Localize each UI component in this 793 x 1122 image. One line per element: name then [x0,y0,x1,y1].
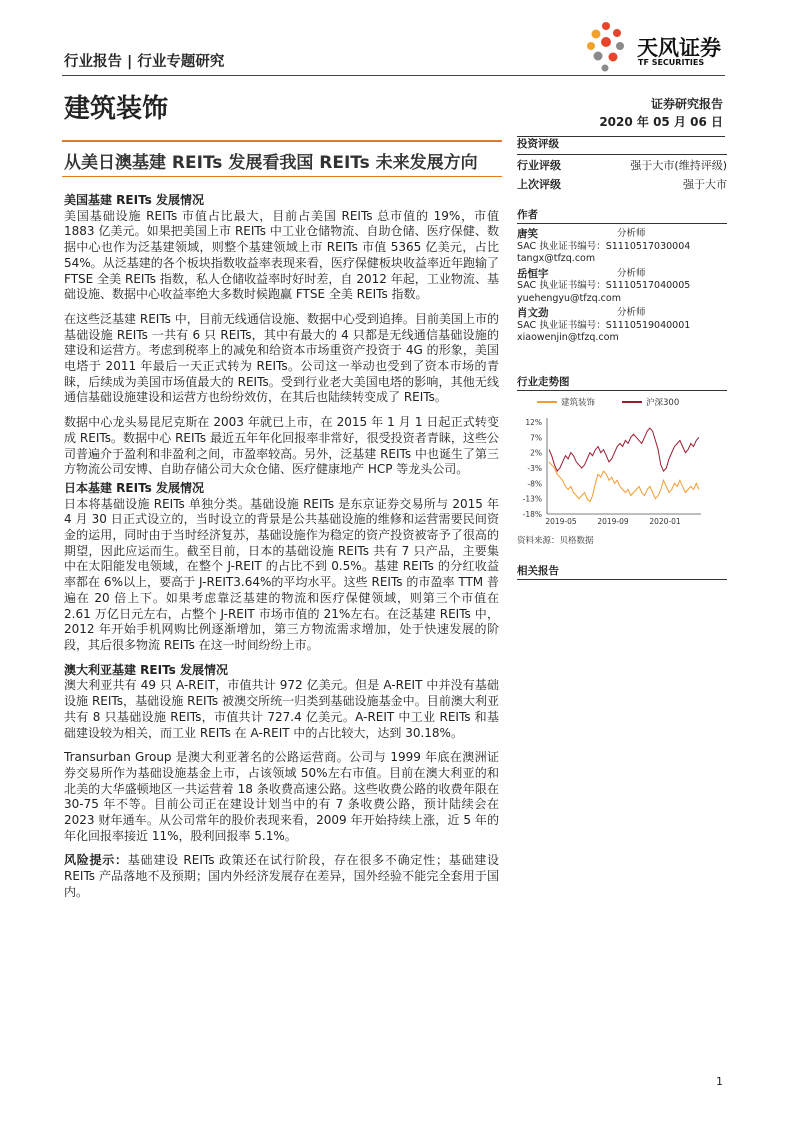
paragraph: 数据中心龙头易昆尼克斯在 2003 年就已上市，在 2015 年 1 月 1 日起正式转变成 REITs。数据中心 REITs 最近五年年化回报率非常好，很受投资者青睐，这些公司普遍介于盈利和非盈利之间，市盈率较高。另外，泛基建 REITs 中也诞生了第三方物流公司安博、自助存储公司大众仓储、医疗健康地产 HCP 等龙头公司。 [64,415,499,477]
author-name: 肖文劲 [517,307,549,319]
author-entry [517,268,727,306]
related-title: 相关报告 [517,563,727,580]
logo-text-cn: 天风证券 [637,36,721,60]
y-tick-label: -3% [527,464,542,473]
section-heading: 澳大利亚基建 REITs 发展情况 [64,662,228,677]
author-role: 分析师 [617,228,646,239]
author-name: 唐笑 [517,228,538,240]
rating-value: 强于大市(维持评级) [630,159,727,172]
section-heading: 日本基建 REITs 发展情况 [64,480,204,495]
rating-value: 强于大市 [683,178,727,191]
author-cert: SAC 执业证书编号：S1110517030004 [517,240,691,252]
related-box [517,563,727,580]
y-tick-label: -18% [522,510,542,519]
series-line-hs300 [549,428,699,471]
author-entry [517,307,727,345]
authors-box [517,207,727,345]
y-tick-label: -8% [527,479,542,489]
paragraph: Transurban Group 是澳大利亚著名的公路运营商。公司与 1999 年底在澳洲证券交易所作为基础设施基金上市，占该领域 50%左右市值。目前在澳大利亚的和北美的大华盛顿地区一共运营着 18 条收费高速公路。这些收费公路的收费年限在 30-75 年不等。目前公司正在建设计划当中的有 7 条收费公路，预计陆续会在 2023 财年通车。从公司常年的股价表现来看，2009 年开始持续上涨，近 5 年的年化回报率接近 11%，股利回报率 5.1%。 [64,750,499,843]
report-date: 2020 年 05 月 06 日 [599,115,723,129]
x-tick-label: 2019-05 [545,517,577,526]
paragraph: 日本将基础设施 REITs 单独分类。基础设施 REITs 是东京证券交易所与 2015 年 4 月 30 日正式设立的，当时设立的背景是公共基础设施的维修和运营需要民间资金的运用，同时由于当时经济复苏，基础设施作为稳定的资产投资被寄予了很高的期望，因此应运而生。截至目前，日本的基础设施 REITs 共有 7 只产品，主要集中在太阳能发电领域，在整个 J-REIT 的占比不到 0.5%。基建 REITs 的分红收益率都在 6%以上，要高于 J-REIT3.64%的平均水平。这些 REITs 的市盈率 TTM 普遍在 20 倍上下。如果考虑靠泛基建的物流和医疗保健领域，则第三个市值在 2.61 万亿日元左右，占整个 J-REIT 市场市值的 21%左右。在泛基建 REITs 中，2012 年开始手机网购比例逐渐增加，第三方物流需求增加，处于快速发展的阶段，其后很多物流 REITs 在这一时间纷纷上市。 [64,496,499,652]
legend-label: 沪深300 [646,398,680,408]
rating-box [517,136,727,193]
rating-title: 投资评级 [517,136,727,155]
page-number: 1 [716,1075,723,1088]
title-divider [62,140,502,142]
legend-label: 建筑装饰 [561,398,596,408]
author-role: 分析师 [617,267,646,279]
report-type: 证券研究报告 [650,97,723,111]
rating-key: 行业评级 [517,159,561,172]
x-tick-label: 2020-01 [649,517,681,526]
rating-row [517,176,727,193]
main-title: 建筑装饰 [64,94,169,124]
paragraph: 在这些泛基建 REITs 中，目前无线通信设施、数据中心受到追捧。目前美国上市的基础设施 REITs 一共有 6 只 REITs，其中有最大的 4 只都是无线通信基础设施的建设和运营方。考虑到税率上的减免和给资本市场重资产投资于 4G 的形象，美国电塔于 2011 年最后一天正式转为 REITs。公司这一举动也受到了资本市场的青睐，后续成为美国市场值最大的 REITs。受到行业老大美国电塔的影响，其他无线通信基础设施建设和运营方也纷纷效仿，在其后也陆续转变成了 REITs。 [64,311,499,405]
risk-text: 基础建设 REITs 政策还在试行阶段，存在很多不确定性；基础建设 REITs 产品落地不及预期；国内外经济发展存在差异，国外经验不能完全套用于国内。 [64,853,499,899]
rating-row [517,155,727,176]
y-tick-label: -13% [522,494,542,504]
logo-text-en: TF SECURITIES [638,58,705,67]
author-entry [517,228,727,266]
rating-key: 上次评级 [517,178,561,191]
report-body [64,193,499,901]
risk-warning [64,853,499,900]
subtitle-divider [62,176,502,177]
paragraph: 澳大利亚共有 49 只 A-REIT，市值共计 972 亿美元。但是 A-REIT 中并没有基础设施 REITs，基础设施 REITs 被澳交所统一归类到基础设施基金中。目前澳大利亚共有 8 只基础设施 REITs，市值共计 727.4 亿美元。A-REIT 中工业 REITs 和基础建设较为相关，而工业 REITs 在 A-REIT 中的占比较大，达到 30.18%。 [64,678,499,740]
author-cert: SAC 执业证书编号：S1110519040001 [517,319,691,331]
trend-chart [517,392,727,530]
author-email[interactable]: yuehengyu@tfzq.com [517,292,621,304]
y-tick-label: 12% [525,418,542,427]
authors-title: 作者 [517,207,727,224]
y-tick-label: 2% [530,448,542,458]
report-category: 行业报告 | 行业专题研究 [64,54,225,70]
paragraph: 美国基础设施 REITs 市值占比最大，目前占美国 REITs 总市值的 19%，市值 1883 亿美元。如果把美国上市 REITs 中工业仓储物流、自助仓储、医疗保健、数据中心也作为泛基建领域，则整个基建领域上市 REITs 市值 5365 亿美元，占比 54%。从泛基建的各个板块指数收益率表现来看，医疗保健板块收益率近年跑输了 FTSE 全美 REITs 指数，私人仓储收益率时好时差，自 2012 年起，工业物流、基础设施、数据中心收益率绝大多数时候跑赢 FTSE 全美 REITs 指数。 [64,208,499,302]
author-name: 岳恒宇 [517,267,549,280]
report-subtitle: 从美日澳基建 REITs 发展看我国 REITs 未来发展方向 [64,153,478,173]
chart-source: 资料来源：贝格数据 [517,536,594,546]
y-tick-label: 7% [530,433,542,443]
author-cert: SAC 执业证书编号：S1110517040005 [517,280,691,291]
author-role: 分析师 [617,307,646,318]
x-tick-label: 2019-09 [597,517,629,526]
author-email[interactable]: xiaowenjin@tfzq.com [517,332,619,343]
risk-label: 风险提示： [64,853,128,868]
trend-title: 行业走势图 [517,374,727,391]
trend-box [517,374,727,391]
section-heading: 美国基建 REITs 发展情况 [64,193,204,207]
author-email[interactable]: tangx@tfzq.com [517,253,596,264]
series-line-construction [549,462,699,502]
